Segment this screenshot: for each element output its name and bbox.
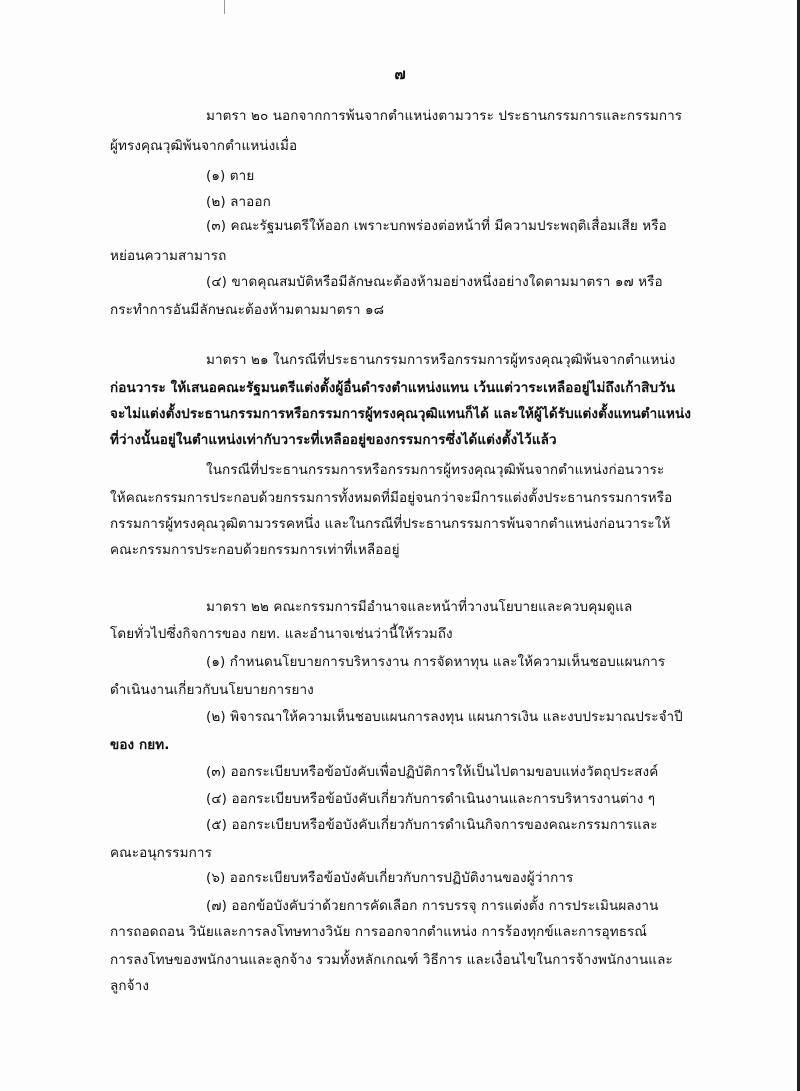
section-21-para-1-line-3: จะไม่แต่งตั้งประธานกรรมการหรือกรรมการผู้ทรงคุณวุฒิแทนก็ได้ และให้ผู้ได้รับแต่งตั้งแทนตำแหน่ง bbox=[110, 406, 692, 422]
section-22-item-5-line-1: (๕) ออกระเบียบหรือข้อบังคับเกี่ยวกับการดำเนินกิจการของคณะกรรมการและ bbox=[206, 817, 658, 833]
section-20-item-4-line-2: กระทำการอันมีลักษณะต้องห้ามตามมาตรา ๑๘ bbox=[110, 302, 385, 318]
page-number: ๗ bbox=[394, 65, 406, 83]
section-22-item-7-line-3: การลงโทษของพนักงานและลูกจ้าง รวมทั้งหลักเกณฑ์ วิธีการ และเงื่อนไขในการจ้างพนักงานและ bbox=[110, 952, 673, 968]
section-22-item-2-line-1: (๒) พิจารณาให้ความเห็นชอบแผนการลงทุน แผนการเงิน และงบประมาณประจำปี bbox=[206, 709, 683, 725]
section-22-item-2-line-2: ของ กยท. bbox=[110, 737, 170, 753]
section-21-para-1-line-2: ก่อนวาระ ให้เสนอคณะรัฐมนตรีแต่งตั้งผู้อื่นดำรงตำแหน่งแทน เว้นแต่วาระเหลืออยู่ไม่ถึงเก้าสิบวัน bbox=[110, 380, 676, 396]
section-20-item-2: (๒) ลาออก bbox=[206, 194, 271, 210]
scan-mark bbox=[224, 0, 225, 14]
section-22-item-7-line-4: ลูกจ้าง bbox=[110, 978, 150, 994]
section-22-item-1-line-2: ดำเนินงานเกี่ยวกับนโยบายการยาง bbox=[110, 682, 314, 698]
section-21-para-2-line-3: กรรมการผู้ทรงคุณวุฒิตามวรรคหนึ่ง และในกรณีที่ประธานกรรมการพ้นจากตำแหน่งก่อนวาระให้ bbox=[110, 516, 671, 532]
section-22-item-7-line-1: (๗) ออกข้อบังคับว่าด้วยการคัดเลือก การบรรจุ การแต่งตั้ง การประเมินผลงาน bbox=[206, 898, 659, 914]
section-21-para-2-line-1: ในกรณีที่ประธานกรรมการหรือกรรมการผู้ทรงคุณวุฒิพ้นจากตำแหน่งก่อนวาระ bbox=[206, 462, 665, 478]
section-22-item-6: (๖) ออกระเบียบหรือข้อบังคับเกี่ยวกับการปฏิบัติงานของผู้ว่าการ bbox=[206, 870, 574, 886]
section-22-item-5-line-2: คณะอนุกรรมการ bbox=[110, 845, 212, 861]
section-22-line-1: มาตรา ๒๒ คณะกรรมการมีอำนาจและหน้าที่วางนโยบายและควบคุมดูแล bbox=[206, 599, 633, 615]
section-22-item-3: (๓) ออกระเบียบหรือข้อบังคับเพื่อปฏิบัติการให้เป็นไปตามขอบแห่งวัตถุประสงค์ bbox=[206, 764, 659, 780]
section-21-para-2-line-4: คณะกรรมการประกอบด้วยกรรมการเท่าที่เหลืออยู่ bbox=[110, 542, 400, 558]
section-22-item-4: (๔) ออกระเบียบหรือข้อบังคับเกี่ยวกับการดำเนินงานและการบริหารงานต่าง ๆ bbox=[206, 791, 656, 807]
section-21-para-2-line-2: ให้คณะกรรมการประกอบด้วยกรรมการทั้งหมดที่มีอยู่จนกว่าจะมีการแต่งตั้งประธานกรรมการหรือ bbox=[110, 490, 673, 506]
section-22-item-1-line-1: (๑) กำหนดนโยบายการบริหารงาน การจัดหาทุน และให้ความเห็นชอบแผนการ bbox=[206, 654, 666, 670]
section-20-item-4-line-1: (๔) ขาดคุณสมบัติหรือมีลักษณะต้องห้ามอย่างหนึ่งอย่างใดตามมาตรา ๑๗ หรือ bbox=[206, 274, 663, 290]
section-20-line-2: ผู้ทรงคุณวุฒิพ้นจากตำแหน่งเมื่อ bbox=[110, 138, 298, 154]
section-22-line-2: โดยทั่วไปซึ่งกิจการของ กยท. และอำนาจเช่นว่านี้ให้รวมถึง bbox=[110, 626, 453, 642]
section-20-item-3-line-2: หย่อนความสามารถ bbox=[110, 248, 227, 264]
section-21-para-1-line-4: ที่ว่างนั้นอยู่ในตำแหน่งเท่ากับวาระที่เหลืออยู่ของกรรมการซึ่งได้แต่งตั้งไว้แล้ว bbox=[110, 432, 557, 448]
section-20-item-3-line-1: (๓) คณะรัฐมนตรีให้ออก เพราะบกพร่องต่อหน้าที่ มีความประพฤติเสื่อมเสีย หรือ bbox=[206, 218, 667, 234]
section-22-item-7-line-2: การถอดถอน วินัยและการลงโทษทางวินัย การออกจากตำแหน่ง การร้องทุกข์และการอุทธรณ์ bbox=[110, 924, 648, 940]
section-20-line-1: มาตรา ๒๐ นอกจากการพ้นจากตำแหน่งตามวาระ ประธานกรรมการและกรรมการ bbox=[206, 108, 683, 124]
section-21-para-1-line-1: มาตรา ๒๑ ในกรณีที่ประธานกรรมการหรือกรรมการผู้ทรงคุณวุฒิพ้นจากตำแหน่ง bbox=[206, 352, 676, 368]
section-20-item-1: (๑) ตาย bbox=[206, 168, 255, 184]
